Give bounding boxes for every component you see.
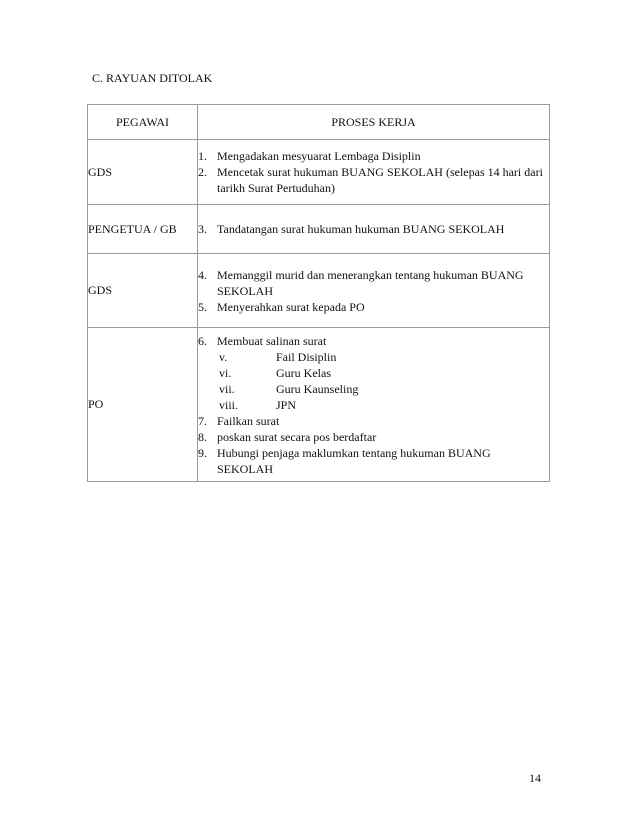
section-title: C. RAYUAN DITOLAK: [92, 71, 213, 85]
step-list: [198, 148, 549, 196]
step-text: Mencetak surat hukuman BUANG SEKOLAH (selepas 14 hari dari tarikh Surat Pertuduhan): [217, 165, 543, 195]
step-item: [198, 164, 549, 196]
step-number: 5.: [198, 299, 207, 314]
sub-number: vii.: [219, 381, 235, 396]
step-list: [198, 221, 549, 237]
table-header-row: [88, 105, 550, 140]
step-text: Tandatangan surat hukuman hukuman BUANG SEKOLAH: [217, 222, 505, 236]
header-proses-kerja: PROSES KERJA: [198, 105, 550, 140]
pegawai-cell: PENGETUA / GB: [88, 205, 198, 254]
sub-text: Guru Kelas: [276, 365, 331, 380]
step-text: poskan surat secara pos berdaftar: [217, 429, 377, 444]
step-text: Memanggil murid dan menerangkan tentang hukuman BUANG SEKOLAH: [217, 267, 524, 298]
sub-number: vi.: [219, 365, 232, 380]
sub-item: [217, 381, 549, 397]
step-item: [198, 333, 549, 413]
sub-item: [217, 397, 549, 413]
header-pegawai: PEGAWAI: [88, 105, 198, 140]
sub-item: [217, 365, 549, 381]
table-row: [88, 328, 550, 482]
pegawai-cell: GDS: [88, 140, 198, 205]
step-number: 6.: [198, 333, 207, 348]
step-number: 7.: [198, 413, 207, 428]
sub-item: [217, 349, 549, 365]
step-text: Hubungi penjaga maklumkan tentang hukuman BUANG SEKOLAH: [217, 445, 491, 476]
sub-number: v.: [219, 349, 228, 364]
table-row: [88, 254, 550, 328]
step-item: [198, 429, 549, 445]
table-row: [88, 140, 550, 205]
step-number: 1.: [198, 149, 207, 163]
work-process-table: [87, 104, 550, 482]
copy-recipient-list: [217, 349, 549, 413]
step-number: 4.: [198, 267, 207, 282]
sub-number: viii.: [219, 397, 239, 412]
step-number: 8.: [198, 429, 207, 444]
step-number: 2.: [198, 165, 207, 179]
sub-text: Fail Disiplin: [276, 349, 337, 364]
step-item: [198, 267, 549, 299]
step-item: [198, 299, 549, 315]
sub-text: JPN: [276, 397, 297, 412]
step-number: 9.: [198, 445, 207, 460]
pegawai-cell: GDS: [88, 254, 198, 328]
step-item: [198, 148, 549, 164]
table-row: [88, 205, 550, 254]
pegawai-cell: PO: [88, 328, 198, 482]
page-number: 14: [529, 771, 541, 785]
proses-cell: [198, 328, 550, 482]
step-item: [198, 413, 549, 429]
step-text: Membuat salinan surat: [217, 333, 327, 348]
step-item: [198, 445, 549, 477]
proses-cell: [198, 254, 550, 328]
step-item: [198, 221, 549, 237]
step-list: [198, 333, 549, 477]
step-number: 3.: [198, 222, 207, 236]
step-text: Failkan surat: [217, 413, 280, 428]
step-list: [198, 267, 549, 315]
sub-text: Guru Kaunseling: [276, 381, 359, 396]
proses-cell: [198, 140, 550, 205]
proses-cell: [198, 205, 550, 254]
step-text: Menyerahkan surat kepada PO: [217, 299, 365, 314]
step-text: Mengadakan mesyuarat Lembaga Disiplin: [217, 149, 421, 163]
